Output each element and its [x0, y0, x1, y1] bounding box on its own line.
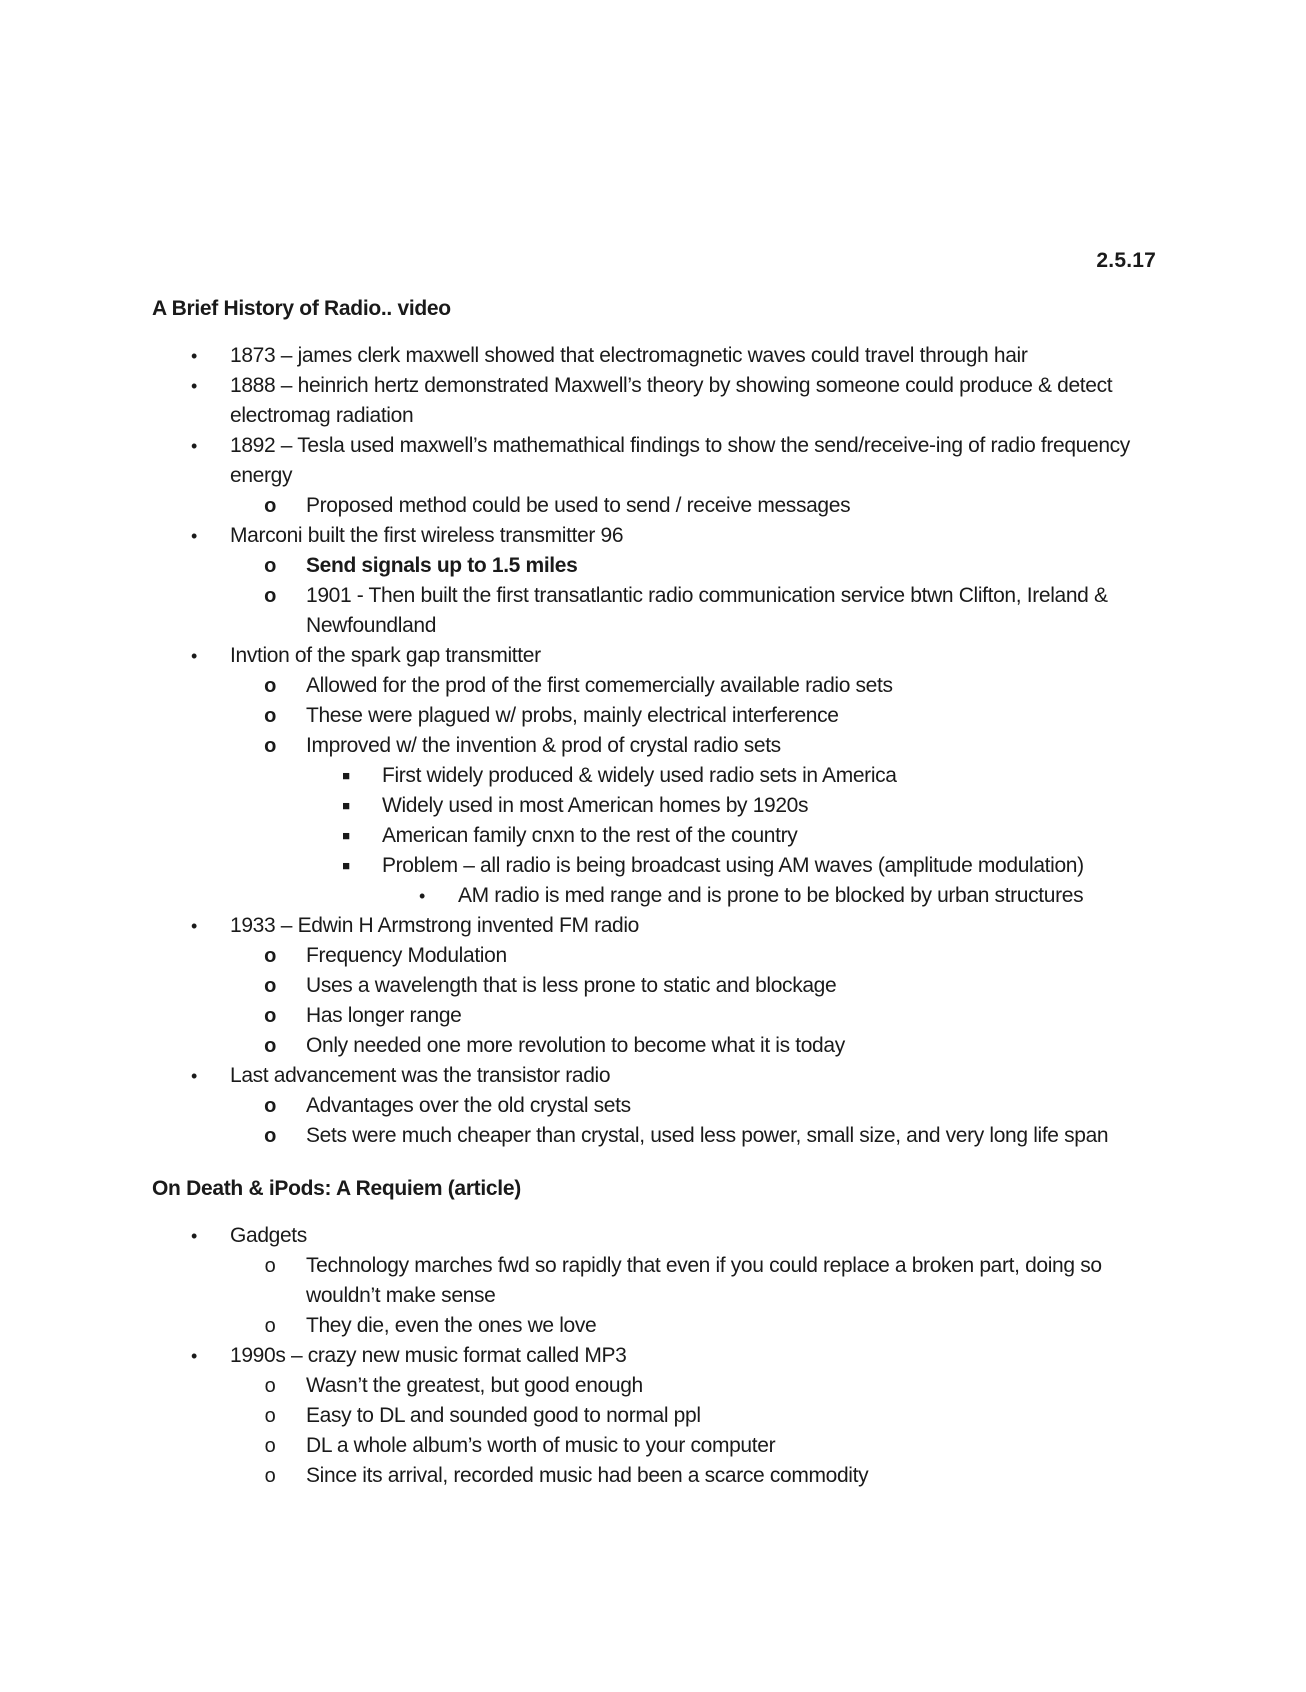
- list-item-text: Proposed method could be used to send / receive messages: [306, 494, 851, 517]
- list-item-text: Has longer range: [306, 1004, 462, 1027]
- list-item: [152, 1061, 1162, 1151]
- sub-list-item: [228, 1311, 1162, 1341]
- list-item-text: 1873 – james clerk maxwell showed that electromagnetic waves could travel through hair: [230, 344, 1028, 367]
- list-item-text: American family cnxn to the rest of the country: [382, 824, 798, 847]
- bullet-icon: •: [191, 916, 197, 936]
- level4-list-item: [382, 881, 1162, 911]
- square-bullet-icon: ■: [342, 828, 350, 843]
- list-item-text: Last advancement was the transistor radio: [230, 1064, 611, 1087]
- sub-sub-list: [306, 761, 1162, 911]
- circle-bullet-icon: o: [264, 1405, 276, 1427]
- bullet-icon: •: [191, 526, 197, 546]
- bullet-list: [152, 1221, 1162, 1491]
- section-radio-history: [152, 295, 1162, 1151]
- bullet-icon: •: [191, 1226, 197, 1246]
- sub-list-item: [228, 1431, 1162, 1461]
- sub-list-item: [228, 1401, 1162, 1431]
- list-item-text: Wasn’t the greatest, but good enough: [306, 1374, 643, 1397]
- bullet-list: [152, 341, 1162, 1151]
- bullet-icon: •: [191, 346, 197, 366]
- list-item-text: 1990s – crazy new music format called MP3: [230, 1344, 627, 1367]
- circle-bullet-icon: o: [264, 975, 276, 997]
- list-item-text: Only needed one more revolution to become what it is today: [306, 1034, 845, 1057]
- list-item-text: DL a whole album’s worth of music to your computer: [306, 1434, 776, 1457]
- sub-list-item: [228, 581, 1162, 641]
- list-item: [152, 521, 1162, 641]
- list-item: [152, 341, 1162, 371]
- sub-sub-list-item: [306, 851, 1162, 911]
- list-item-text: Problem – all radio is being broadcast using AM waves (amplitude modulation): [382, 854, 1084, 877]
- list-item: [152, 1341, 1162, 1491]
- section-heading: A Brief History of Radio.. video: [152, 297, 451, 320]
- list-item: [152, 371, 1162, 431]
- sub-list-item: [228, 941, 1162, 971]
- circle-bullet-icon: o: [264, 585, 276, 607]
- sub-list: [228, 551, 1162, 641]
- square-bullet-icon: ■: [342, 858, 350, 873]
- list-item-text: Uses a wavelength that is less prone to static and blockage: [306, 974, 837, 997]
- bullet-icon: •: [419, 886, 425, 906]
- list-item-text: These were plagued w/ probs, mainly electrical interference: [306, 704, 839, 727]
- sub-list-item: [228, 1001, 1162, 1031]
- circle-bullet-icon: o: [264, 1255, 276, 1277]
- sub-list-item: [228, 1091, 1162, 1121]
- sub-list-item: [228, 671, 1162, 701]
- bullet-icon: •: [191, 376, 197, 396]
- square-bullet-icon: ■: [342, 798, 350, 813]
- list-item-text: Allowed for the prod of the first comemercially available radio sets: [306, 674, 893, 697]
- list-item-text: Advantages over the old crystal sets: [306, 1094, 631, 1117]
- list-item-text: Send signals up to 1.5 miles: [306, 554, 578, 577]
- sub-list: [228, 1251, 1162, 1341]
- circle-bullet-icon: o: [264, 1375, 276, 1397]
- sub-list-item: [228, 971, 1162, 1001]
- list-item-text: Gadgets: [230, 1224, 307, 1247]
- circle-bullet-icon: o: [264, 555, 276, 577]
- circle-bullet-icon: o: [264, 945, 276, 967]
- list-item: [152, 641, 1162, 911]
- list-item: [152, 431, 1162, 521]
- document-date: 2.5.17: [1096, 249, 1156, 272]
- bullet-icon: •: [191, 436, 197, 456]
- bullet-icon: •: [191, 1066, 197, 1086]
- sub-sub-list-item: [306, 821, 1162, 851]
- sub-list: [228, 1091, 1162, 1151]
- sub-list: [228, 1371, 1162, 1491]
- sub-list-item: [228, 1031, 1162, 1061]
- list-item-text: Sets were much cheaper than crystal, used less power, small size, and very long life span: [306, 1124, 1109, 1147]
- circle-bullet-icon: o: [264, 495, 276, 517]
- sub-list: [228, 491, 1162, 521]
- sub-list-item: [228, 491, 1162, 521]
- sub-sub-list-item: [306, 761, 1162, 791]
- list-item: [152, 1221, 1162, 1341]
- circle-bullet-icon: o: [264, 1005, 276, 1027]
- list-item-text: First widely produced & widely used radio sets in America: [382, 764, 897, 787]
- circle-bullet-icon: o: [264, 675, 276, 697]
- list-item-text: Easy to DL and sounded good to normal ppl: [306, 1404, 701, 1427]
- section-heading: On Death & iPods: A Requiem (article): [152, 1177, 521, 1200]
- sub-list-item: [228, 1461, 1162, 1491]
- sub-list-item: [228, 701, 1162, 731]
- list-item-text: 1892 – Tesla used maxwell’s mathemathical findings to show the send/receive-ing of radio frequency energy: [230, 434, 1130, 487]
- list-item: [152, 911, 1162, 1061]
- circle-bullet-icon: o: [264, 1095, 276, 1117]
- list-item-text: 1888 – heinrich hertz demonstrated Maxwell’s theory by showing someone could produce & detect electromag radiation: [230, 374, 1113, 427]
- circle-bullet-icon: o: [264, 705, 276, 727]
- circle-bullet-icon: o: [264, 1435, 276, 1457]
- sub-list-item: [228, 551, 1162, 581]
- sub-list-item: [228, 1371, 1162, 1401]
- list-item-text: 1933 – Edwin H Armstrong invented FM radio: [230, 914, 640, 937]
- circle-bullet-icon: o: [264, 1035, 276, 1057]
- list-item-text: They die, even the ones we love: [306, 1314, 597, 1337]
- bullet-icon: •: [191, 1346, 197, 1366]
- list-item-text: Frequency Modulation: [306, 944, 507, 967]
- list-item-text: Marconi built the first wireless transmitter 96: [230, 524, 624, 547]
- square-bullet-icon: ■: [342, 768, 350, 783]
- level4-list: [382, 881, 1162, 911]
- list-item-text: Improved w/ the invention & prod of crystal radio sets: [306, 734, 781, 757]
- list-item-text: Since its arrival, recorded music had been a scarce commodity: [306, 1464, 869, 1487]
- list-item-text: 1901 - Then built the first transatlantic radio communication service btwn Clifton, Ireland & Newfoundland: [306, 584, 1108, 637]
- sub-list-item: [228, 1121, 1162, 1151]
- sub-list: [228, 941, 1162, 1061]
- sub-list-item: [228, 1251, 1162, 1311]
- list-item-text: Widely used in most American homes by 1920s: [382, 794, 809, 817]
- circle-bullet-icon: o: [264, 1125, 276, 1147]
- bullet-icon: •: [191, 646, 197, 666]
- circle-bullet-icon: o: [264, 735, 276, 757]
- section-ipods-requiem: [152, 1175, 1162, 1491]
- sub-list-item: [228, 731, 1162, 911]
- sub-sub-list-item: [306, 791, 1162, 821]
- list-item-text: Invtion of the spark gap transmitter: [230, 644, 541, 667]
- circle-bullet-icon: o: [264, 1315, 276, 1337]
- sub-list: [228, 671, 1162, 911]
- list-item-text: AM radio is med range and is prone to be blocked by urban structures: [458, 884, 1084, 907]
- circle-bullet-icon: o: [264, 1465, 276, 1487]
- list-item-text: Technology marches fwd so rapidly that even if you could replace a broken part, doing so wouldn’t make sense: [306, 1254, 1102, 1307]
